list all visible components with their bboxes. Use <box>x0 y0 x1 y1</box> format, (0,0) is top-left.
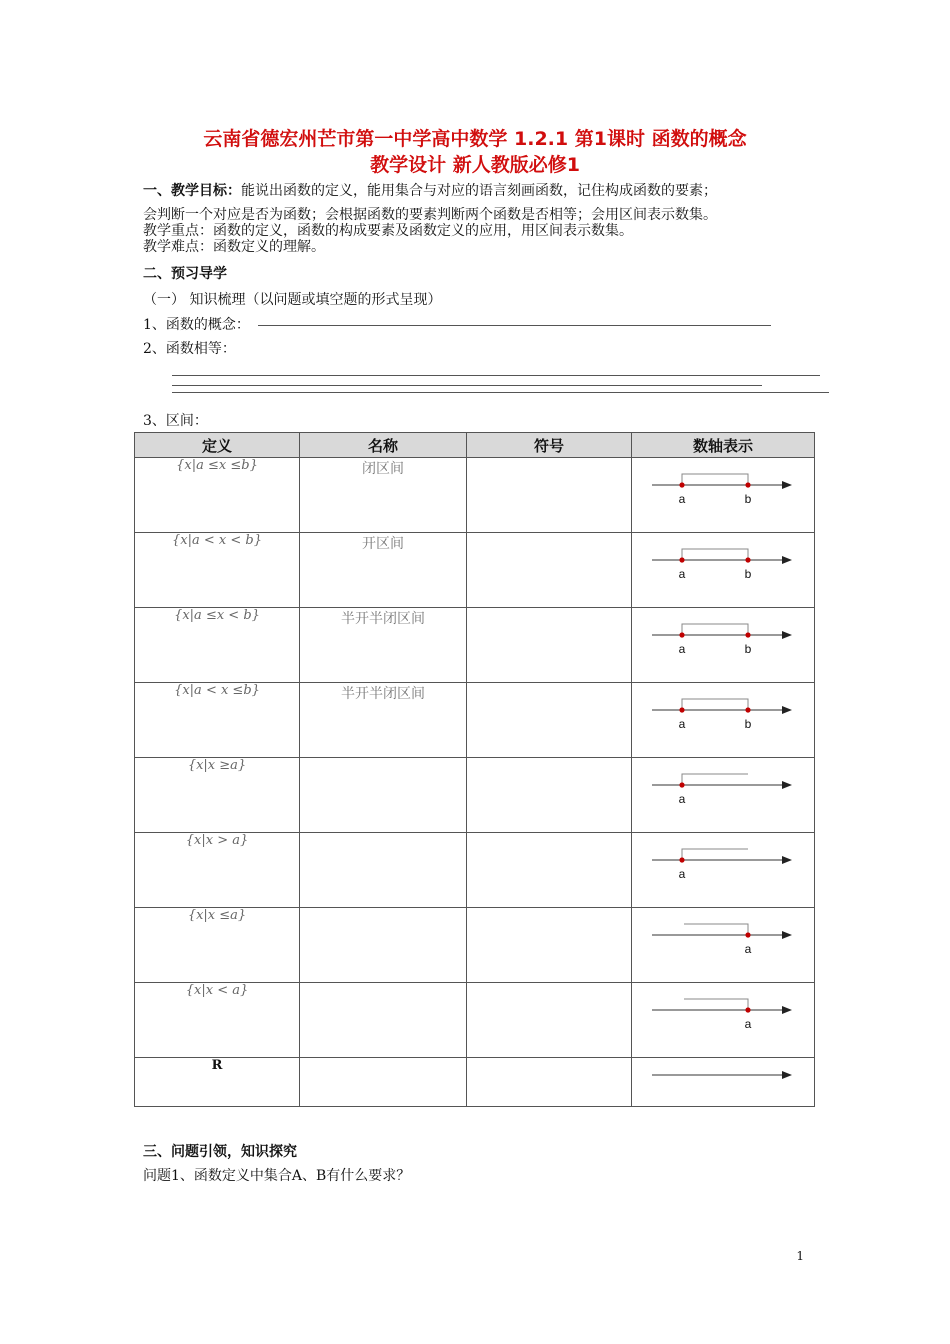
name-cell: 半开半闭区间 <box>300 608 467 683</box>
doc-title-line2: 教学设计 新人教版必修1 <box>370 154 580 176</box>
name-cell <box>300 833 467 908</box>
label-b: b <box>744 642 752 656</box>
item-function-concept: 1、函数的概念： <box>143 317 250 333</box>
item-interval: 3、区间： <box>143 413 208 429</box>
arrow-icon <box>782 1071 792 1079</box>
number-line-cell <box>632 533 815 608</box>
label-a: a <box>678 792 686 806</box>
label-a: a <box>678 867 686 881</box>
endpoint-b <box>745 482 750 487</box>
definition-cell: {x|x < a} <box>135 983 300 1058</box>
symbol-cell <box>467 1058 632 1107</box>
definition-cell: {x|a < x < b} <box>135 533 300 608</box>
interval-bracket <box>684 999 748 1010</box>
number-line-diagram <box>632 983 814 1056</box>
symbol-cell <box>467 533 632 608</box>
number-line-diagram <box>632 758 814 831</box>
objectives-heading: 一、教学目标： <box>143 183 241 199</box>
definition-cell: {x|x > a} <box>135 833 300 908</box>
endpoint-a <box>679 857 684 862</box>
interval-bracket <box>682 549 748 560</box>
name-cell <box>300 983 467 1058</box>
table-row <box>135 833 815 908</box>
name-cell <box>300 1058 467 1107</box>
label-a: a <box>744 1017 752 1031</box>
endpoint-a <box>679 782 684 787</box>
table-row <box>135 683 815 758</box>
number-line-cell <box>632 983 815 1058</box>
number-line-diagram <box>632 608 814 681</box>
endpoint-a <box>745 932 750 937</box>
definition-cell: {x|x ≤a} <box>135 908 300 983</box>
knowledge-sub: （一） 知识梳理（以问题或填空题的形式呈现） <box>143 292 442 308</box>
endpoint-a <box>745 1007 750 1012</box>
number-line-diagram <box>632 683 814 756</box>
header-number-line: 数轴表示 <box>632 433 815 458</box>
table-row <box>135 983 815 1058</box>
objectives-text1: 能说出函数的定义，能用集合与对应的语言刻画函数，记住构成函数的要素； <box>241 183 717 199</box>
preview-heading: 二、预习导学 <box>143 266 227 282</box>
name-cell <box>300 758 467 833</box>
header-symbol: 符号 <box>467 433 632 458</box>
name-cell: 半开半闭区间 <box>300 683 467 758</box>
table-row <box>135 908 815 983</box>
interval-bracket <box>682 774 748 785</box>
objectives-text2: 会判断一个对应是否为函数；会根据函数的要素判断两个函数是否相等；会用区间表示数集。 <box>143 207 717 223</box>
number-line-cell <box>632 608 815 683</box>
name-cell: 开区间 <box>300 533 467 608</box>
endpoint-b <box>745 557 750 562</box>
interval-bracket <box>682 624 748 635</box>
symbol-cell <box>467 683 632 758</box>
blank-line <box>172 375 820 376</box>
endpoint-a <box>679 707 684 712</box>
definition-cell: R <box>135 1058 300 1107</box>
definition-cell: {x|a ≤x ≤b} <box>135 458 300 533</box>
arrow-icon <box>782 481 792 489</box>
name-cell <box>300 908 467 983</box>
endpoint-b <box>745 707 750 712</box>
definition-cell: {x|a ≤x < b} <box>135 608 300 683</box>
endpoint-a <box>679 557 684 562</box>
table-row <box>135 1058 815 1107</box>
table-row <box>135 533 815 608</box>
arrow-icon <box>782 706 792 714</box>
name-cell: 闭区间 <box>300 458 467 533</box>
table-header-row <box>135 433 815 458</box>
symbol-cell <box>467 758 632 833</box>
symbol-cell <box>467 833 632 908</box>
arrow-icon <box>782 931 792 939</box>
number-line-diagram <box>632 533 814 606</box>
interval-table <box>134 432 815 1107</box>
header-definition: 定义 <box>135 433 300 458</box>
endpoint-a <box>679 482 684 487</box>
arrow-icon <box>782 1006 792 1014</box>
table-row <box>135 758 815 833</box>
label-b: b <box>744 717 752 731</box>
label-b: b <box>744 567 752 581</box>
arrow-icon <box>782 556 792 564</box>
number-line-diagram <box>632 908 814 981</box>
arrow-icon <box>782 781 792 789</box>
objectives-line <box>143 180 717 200</box>
blank-line <box>172 392 829 393</box>
symbol-cell <box>467 458 632 533</box>
endpoint-b <box>745 632 750 637</box>
interval-bracket <box>682 474 748 485</box>
label-a: a <box>744 942 752 956</box>
interval-bracket <box>682 849 748 860</box>
arrow-icon <box>782 856 792 864</box>
symbol-cell <box>467 608 632 683</box>
interval-bracket <box>682 699 748 710</box>
number-line-cell <box>632 458 815 533</box>
section3-heading: 三、问题引领，知识探究 <box>143 1144 297 1160</box>
number-line-cell <box>632 758 815 833</box>
label-a: a <box>678 717 686 731</box>
definition-cell: {x|a < x ≤b} <box>135 683 300 758</box>
page-number: 1 <box>796 1249 804 1263</box>
endpoint-a <box>679 632 684 637</box>
blank-line <box>172 385 762 386</box>
question-1: 问题1、函数定义中集合A、B有什么要求？ <box>143 1168 411 1184</box>
key-points: 教学重点：函数的定义，函数的构成要素及函数定义的应用，用区间表示数集。 <box>143 223 633 239</box>
label-a: a <box>678 567 686 581</box>
doc-title-line1: 云南省德宏州芒市第一中学高中数学 1.2.1 第1课时 函数的概念 <box>203 128 747 150</box>
number-line-diagram <box>632 458 814 531</box>
difficulty: 教学难点：函数定义的理解。 <box>143 239 325 255</box>
number-line-cell <box>632 833 815 908</box>
blank-line <box>258 325 771 326</box>
number-line-cell <box>632 1058 815 1107</box>
table-row <box>135 458 815 533</box>
table-row <box>135 608 815 683</box>
label-b: b <box>744 492 752 506</box>
number-line-cell <box>632 908 815 983</box>
symbol-cell <box>467 908 632 983</box>
interval-bracket <box>684 924 748 935</box>
label-a: a <box>678 492 686 506</box>
header-name: 名称 <box>300 433 467 458</box>
symbol-cell <box>467 983 632 1058</box>
item-function-equal: 2、函数相等： <box>143 341 236 357</box>
definition-cell: {x|x ≥a} <box>135 758 300 833</box>
number-line-cell <box>632 683 815 758</box>
label-a: a <box>678 642 686 656</box>
number-line-diagram <box>632 1058 814 1105</box>
arrow-icon <box>782 631 792 639</box>
number-line-diagram <box>632 833 814 906</box>
